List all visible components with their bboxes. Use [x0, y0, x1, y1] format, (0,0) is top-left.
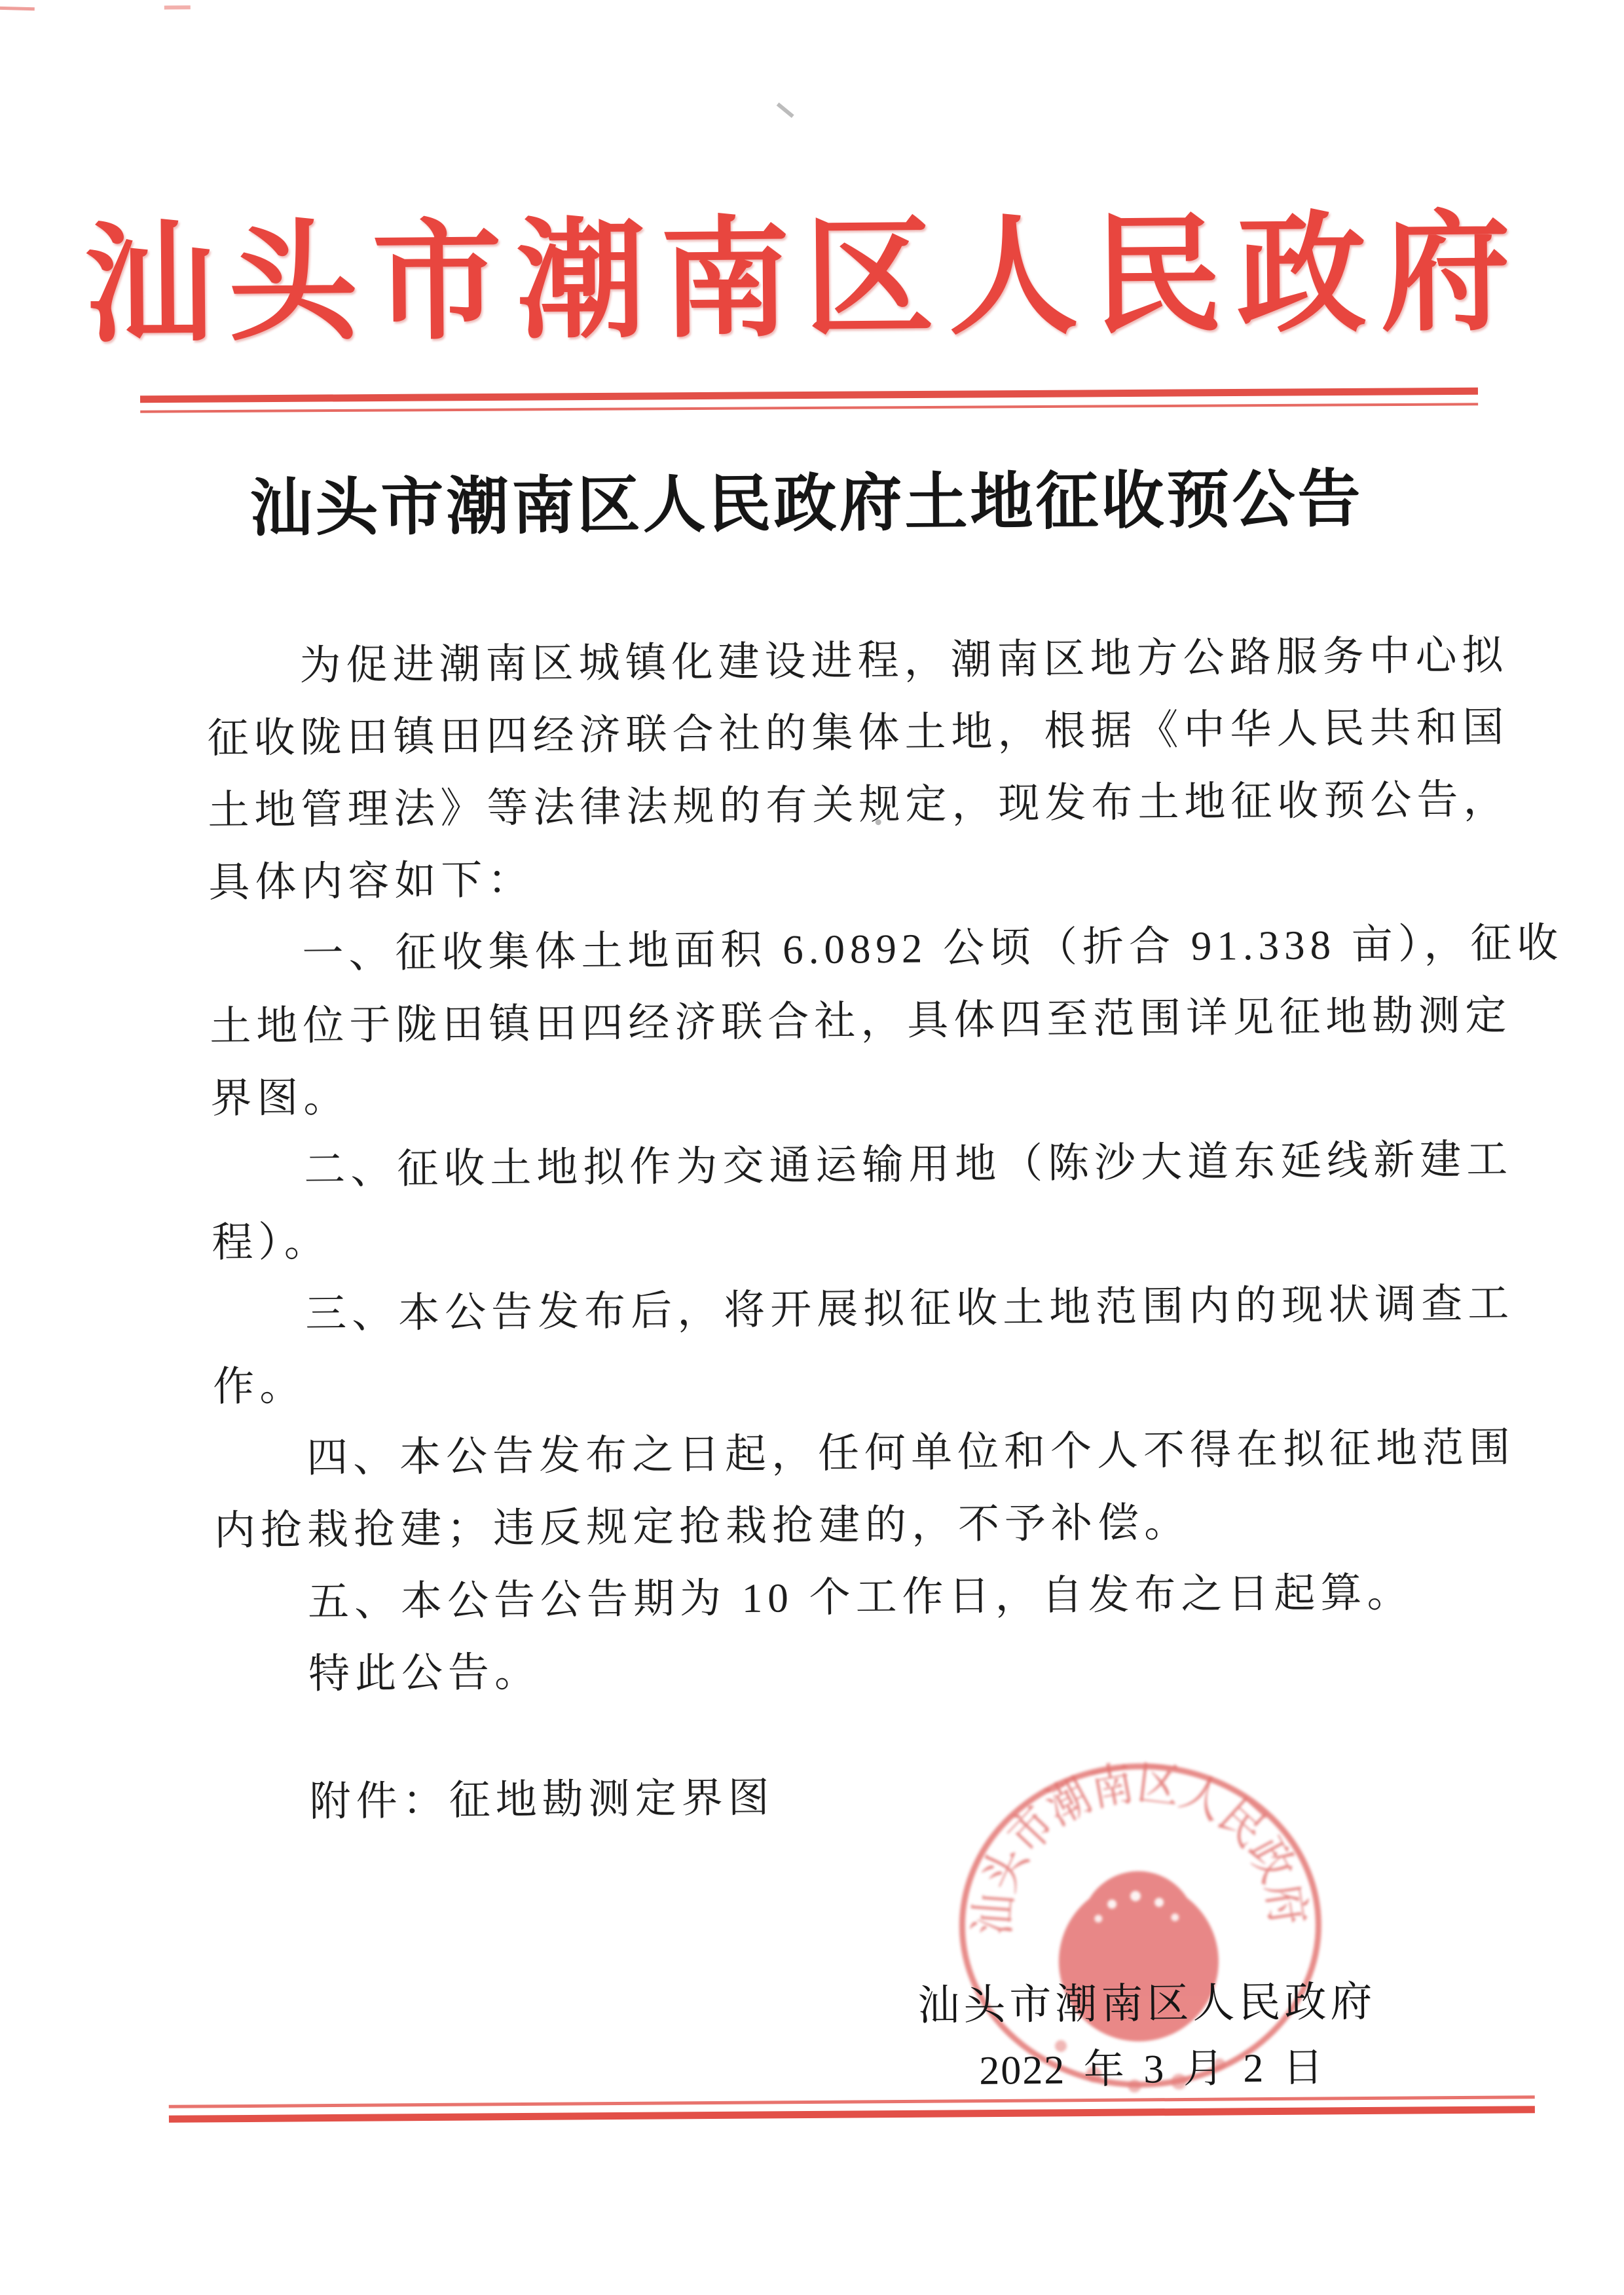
body-line: 四、本公告发布之日起，任何单位和个人不得在拟征地范围	[306, 1424, 1516, 1481]
scan-speck	[164, 5, 191, 9]
body-line: 三、本公告发布后，将开展拟征收土地范围内的现状调查工	[304, 1280, 1515, 1337]
body-line: 为促进潮南区城镇化建设进程，潮南区地方公路服务中心拟	[299, 632, 1509, 689]
scan-speck	[0, 7, 35, 11]
body-line: 作。	[212, 1363, 306, 1410]
body-line: 土地管理法》等法律法规的有关规定，现发布土地征收预公告，	[208, 776, 1510, 834]
letterhead-agency-name: 汕头市潮南区人民政府	[83, 202, 1526, 358]
body-line: 征收陇田镇田四经济联合社的集体土地，根据《中华人民共和国	[207, 704, 1509, 762]
document-title: 汕头市潮南区人民政府土地征收预公告	[249, 464, 1363, 544]
body-line: 五、本公告公告期为 10 个工作日，自发布之日起算。	[307, 1570, 1414, 1625]
scan-artifact-mark	[777, 102, 794, 118]
body-line: 程）。	[211, 1219, 331, 1266]
body-line: 特此公告。	[308, 1649, 542, 1697]
issuer-signature: 汕头市潮南区人民政府	[917, 1978, 1376, 2029]
body-line: 内抢栽抢建；违反规定抢栽抢建的，不予补偿。	[213, 1499, 1191, 1554]
body-text	[206, 619, 1564, 1711]
attachment-line: 附件：征地勘测定界图	[309, 1774, 775, 1825]
body-line: 二、征收土地拟作为交通运输用地（陈沙大道东延线新建工	[303, 1136, 1513, 1193]
seal-ring-text: 汕头市潮南区人民政府	[966, 1755, 1316, 1937]
body-line: 具体内容如下：	[208, 856, 534, 906]
body-line: 一、征收集体土地面积 6.0892 公顷（折合 91.338 亩），征收	[302, 919, 1564, 977]
body-line: 界图。	[210, 1074, 350, 1122]
header-rule-thin	[140, 403, 1478, 413]
body-line: 土地位于陇田镇田四经济联合社，具体四至范围详见征地勘测定	[210, 992, 1512, 1050]
issue-date: 2022 年 3 月 2 日	[979, 2046, 1325, 2093]
header-rule-thick	[140, 388, 1478, 403]
